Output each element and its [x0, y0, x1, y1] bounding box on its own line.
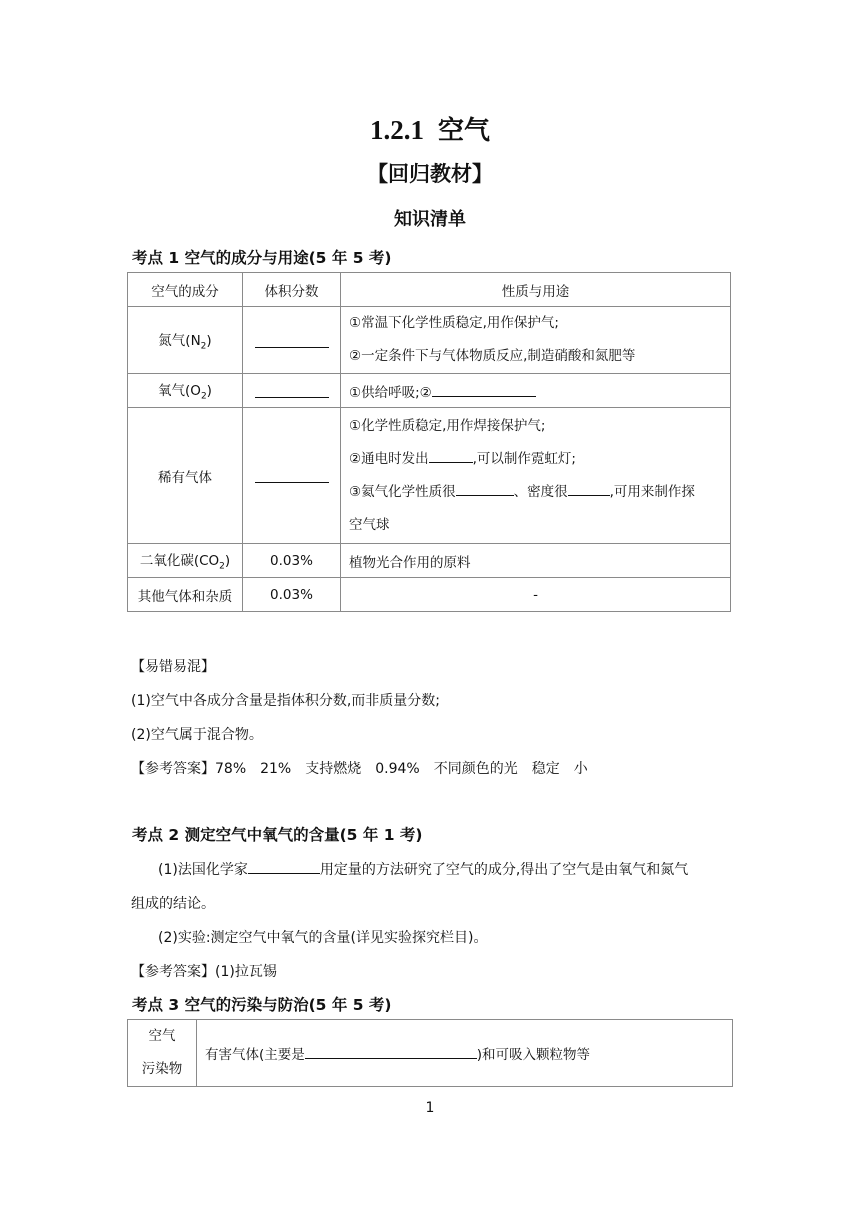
fraction-blank: [243, 374, 341, 408]
component-name: 其他气体和杂质: [128, 578, 243, 612]
kaodian2-paragraph-1-cont: 组成的结论。: [131, 896, 215, 912]
page-title: [0, 110, 860, 147]
pollutant-content: 有害气体(主要是 )和可吸入颗粒物等: [197, 1020, 733, 1087]
fraction-value: 0.03%: [243, 544, 341, 578]
fraction-blank: [243, 307, 341, 374]
kaodian2-paragraph-2: (2)实验:测定空气中氧气的含量(详见实验探究栏目)。: [158, 930, 488, 946]
use-line: ②通电时发出 ,可以制作霓虹灯;: [349, 443, 730, 476]
title-text: 空气: [437, 116, 490, 146]
use-line: ③氦气化学性质很 、密度很 ,可用来制作探: [349, 476, 730, 509]
table-row: [128, 374, 731, 408]
component-name: 二氧化碳$(CO_2)$: [128, 544, 243, 578]
component-name: 氧气$(O_2)$: [128, 374, 243, 408]
component-name: 氮气$(N_2)$: [128, 307, 243, 374]
kaodian3-heading: 考点 3 空气的污染与防治(5 年 5 考): [132, 996, 392, 1014]
row-label: 空气 污染物: [128, 1020, 197, 1087]
use-line: ②一定条件下与气体物质反应,制造硝酸和氮肥等: [349, 348, 636, 364]
subtitle: 【回归教材】: [367, 162, 493, 186]
header-cell: 体积分数: [243, 273, 341, 307]
table-row: [128, 408, 731, 544]
header-cell: 空气的成分: [128, 273, 243, 307]
section-heading: 知识清单: [394, 209, 466, 230]
table-row: [128, 1020, 733, 1087]
pollution-table: [127, 1019, 733, 1087]
fraction-blank: [243, 408, 341, 544]
table-row: [128, 544, 731, 578]
header-cell: 性质与用途: [341, 273, 731, 307]
component-name: 稀有气体: [128, 408, 243, 544]
table-row: [128, 578, 731, 612]
use-line: ①化学性质稳定,用作焊接保护气;: [349, 417, 546, 434]
kaodian2-heading: 考点 2 测定空气中氧气的含量(5 年 1 考): [132, 826, 423, 844]
table-row: [128, 307, 731, 374]
table-header-row: [128, 273, 731, 307]
uses-cell: 植物光合作用的原料: [341, 544, 731, 578]
answer-line: 【参考答案】78% 21% 支持燃烧 0.94% 不同颜色的光 稳定 小: [131, 761, 588, 777]
easy-confuse-item: (2)空气属于混合物。: [131, 727, 263, 743]
kaodian1-heading: 考点 1 空气的成分与用途(5 年 5 考): [132, 249, 392, 267]
uses-cell: ①供给呼吸;②: [341, 374, 731, 408]
page-number: 1: [425, 1100, 435, 1116]
uses-cell: -: [341, 578, 731, 612]
composition-table: [127, 272, 731, 612]
title-number: 1.2.1: [369, 115, 424, 145]
answer-line: 【参考答案】(1)拉瓦锡: [131, 964, 277, 980]
kaodian2-paragraph-1: (1)法国化学家 用定量的方法研究了空气的成分,得出了空气是由氧气和氮气: [158, 859, 688, 879]
easy-confuse-item: (1)空气中各成分含量是指体积分数,而非质量分数;: [131, 693, 440, 709]
use-line: ①常温下化学性质稳定,用作保护气;: [349, 315, 559, 331]
uses-cell: [341, 408, 731, 544]
uses-cell: [341, 307, 731, 374]
fraction-value: 0.03%: [243, 578, 341, 612]
easy-confuse-heading: 【易错易混】: [131, 659, 215, 675]
use-line: 空气球: [349, 516, 390, 533]
